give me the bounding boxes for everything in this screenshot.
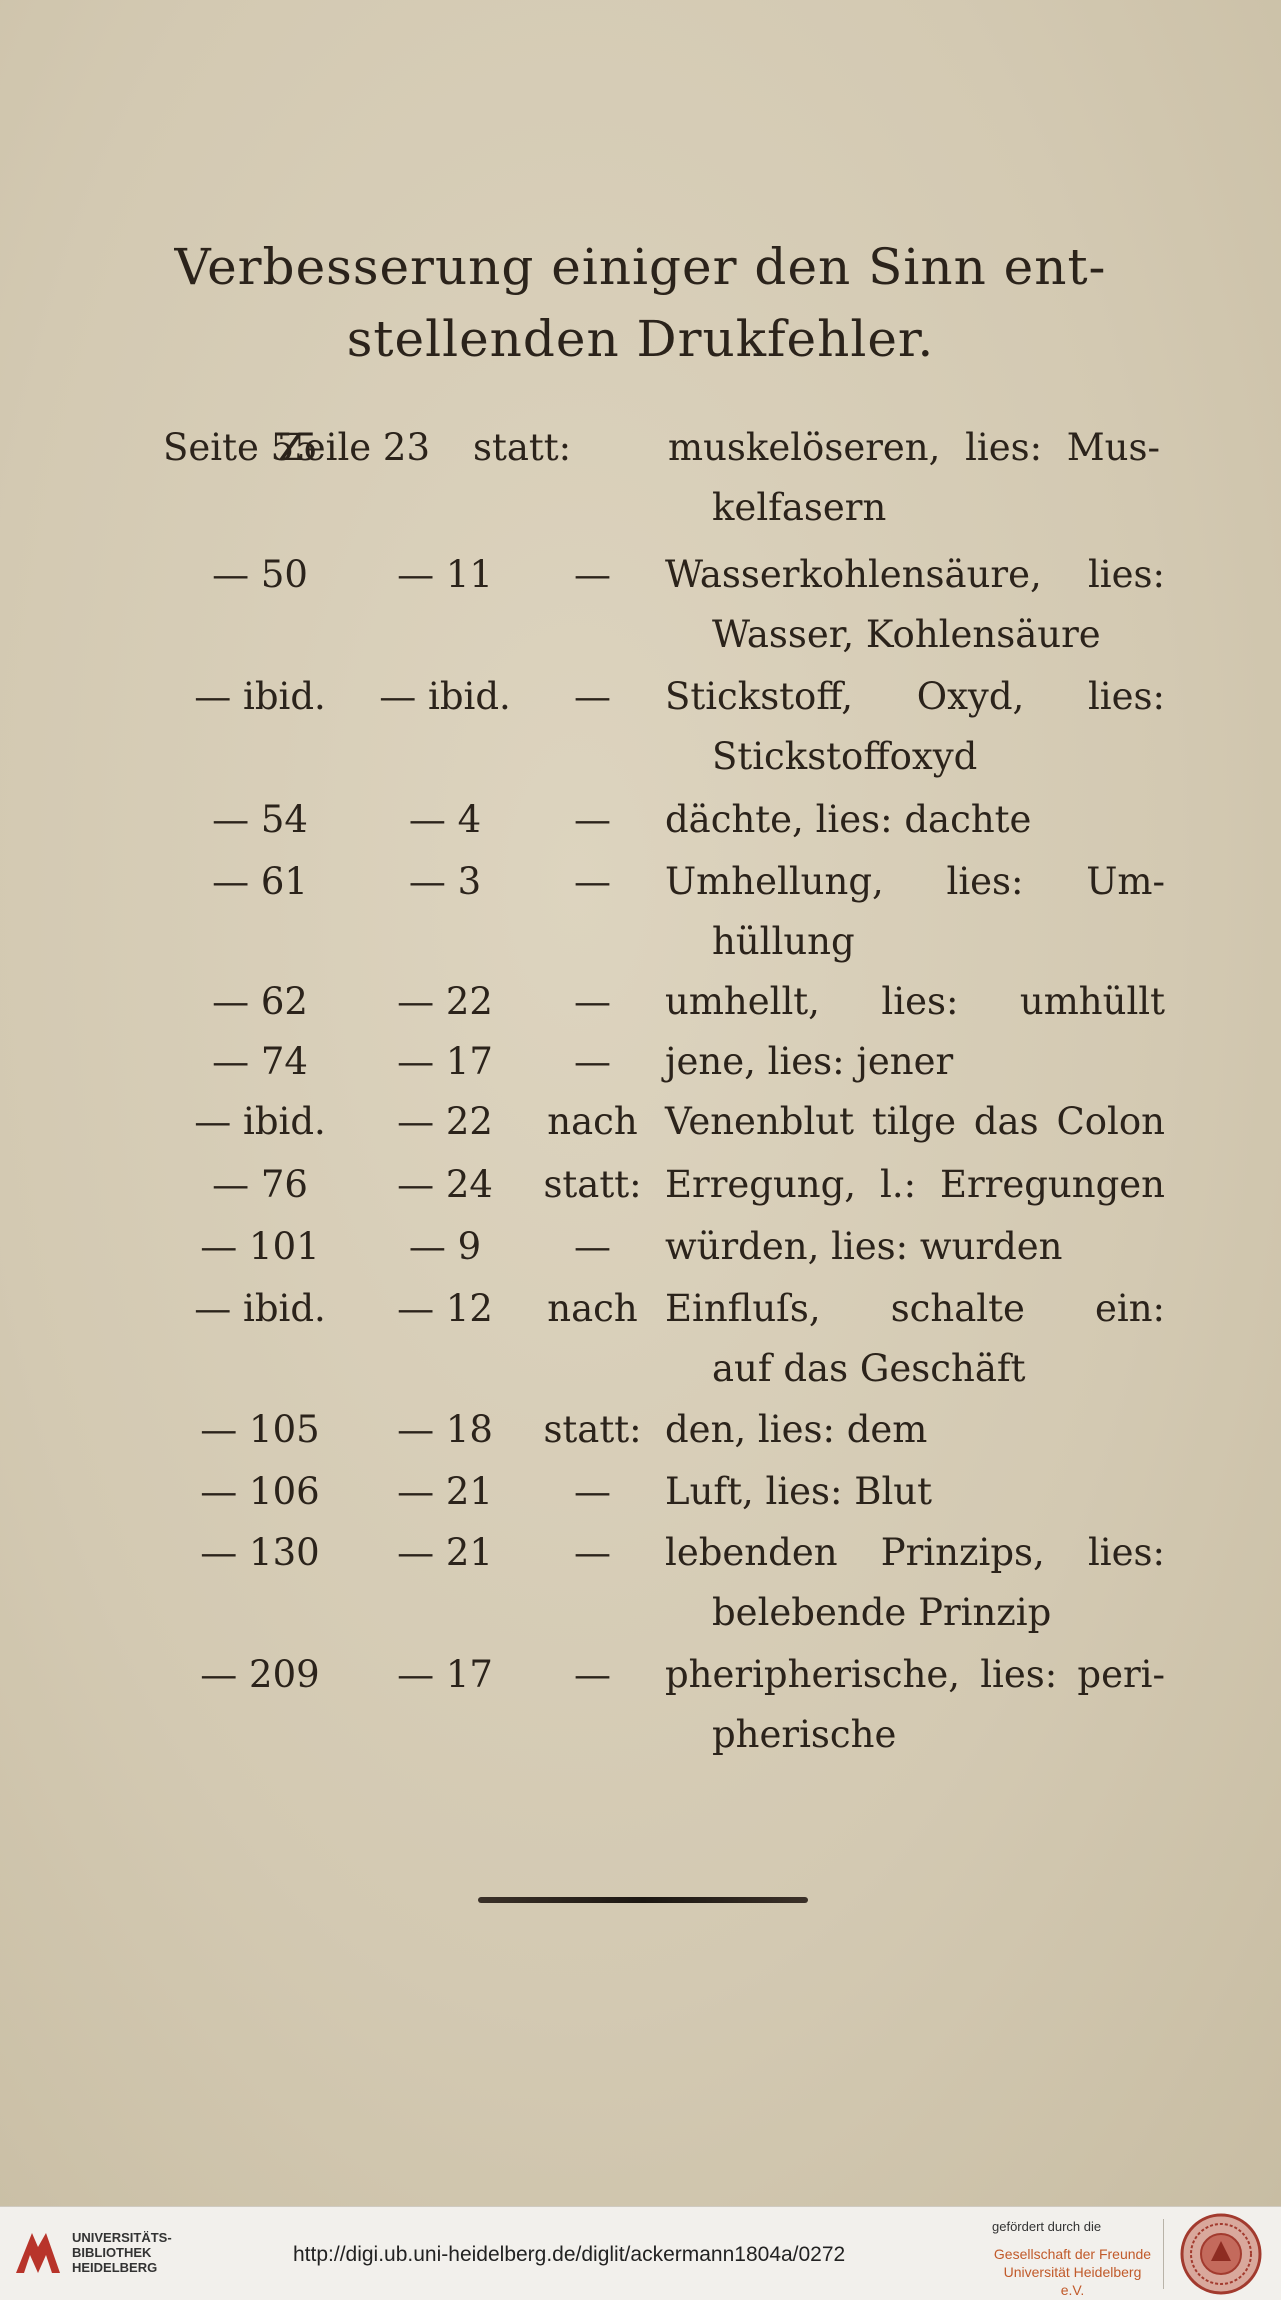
page-ref: — ibid. [194, 1287, 326, 1330]
separator: statt: [543, 1163, 642, 1206]
errata-text: Venenblut tilge das Colon [665, 1100, 1165, 1143]
separator: — [574, 553, 611, 596]
line-ref: — 18 [397, 1408, 493, 1451]
separator: — [574, 860, 611, 903]
line-ref: — 22 [397, 1100, 493, 1143]
page-ref: — 74 [212, 1040, 308, 1083]
errata-row [0, 1217, 1281, 1277]
line-ref: — 21 [397, 1470, 493, 1513]
line-ref: — 24 [397, 1163, 493, 1206]
closing-rule [478, 1897, 808, 1903]
errata-text: jene, lies: jener [665, 1040, 954, 1083]
separator: — [574, 1225, 611, 1268]
errata-text: Einfluſs, schalte ein: [665, 1287, 1165, 1330]
line-ref: — 9 [408, 1225, 482, 1268]
permalink-url[interactable]: http://digi.ub.uni-heidelberg.de/diglit/ackermann1804a/0272 [293, 2243, 846, 2266]
errata-continuation: Wasser, Kohlensäure [712, 613, 1101, 656]
errata-text: Umhellung, lies: Um- [665, 860, 1165, 903]
errata-row-continuation [0, 605, 1281, 665]
page-ref: — ibid. [194, 675, 326, 718]
errata-text: Erregung, l.: Erregungen [665, 1163, 1165, 1206]
errata-text: Luft, lies: Blut [665, 1470, 932, 1513]
errata-row [0, 790, 1281, 850]
separator: nach [547, 1287, 638, 1330]
errata-continuation: Stickstoffoxyd [712, 735, 978, 778]
errata-text: pheripherische, lies: peri- [665, 1653, 1165, 1696]
errata-text: dächte, lies: dachte [665, 798, 1032, 841]
line-ref: — 12 [397, 1287, 493, 1330]
errata-row-continuation [0, 1705, 1281, 1765]
page-ref: — 101 [200, 1225, 320, 1268]
errata-row [0, 1279, 1281, 1339]
page-ref: — 106 [200, 1470, 320, 1513]
separator: — [574, 1531, 611, 1574]
separator: — [574, 675, 611, 718]
page-ref: — 105 [200, 1408, 320, 1451]
errata-row-continuation [0, 1339, 1281, 1399]
line-ref: — 11 [397, 553, 493, 596]
separator: — [574, 1470, 611, 1513]
errata-row-continuation [0, 912, 1281, 972]
funded-by-label: gefördert durch die [992, 2219, 1102, 2234]
errata-row [0, 545, 1281, 605]
separator: — [574, 980, 611, 1023]
seite-label: Seite 55 [163, 426, 318, 469]
errata-continuation: belebende Prinzip [712, 1591, 1052, 1634]
errata-row [0, 667, 1281, 727]
errata-header-row [0, 418, 1281, 478]
society-name: Gesellschaft der Freunde Universität Heidelberg e.V. [993, 2246, 1152, 2298]
page-title-line-1: Verbesserung einiger den Sinn ent- [174, 238, 1107, 296]
line-ref: — 22 [397, 980, 493, 1023]
page-ref: — 62 [212, 980, 308, 1023]
line-ref: — 21 [397, 1531, 493, 1574]
ub-heidelberg-logo-icon [12, 2225, 64, 2283]
page-ref: — 50 [212, 553, 308, 596]
university-seal-icon [1180, 2213, 1262, 2295]
page-ref: — 61 [212, 860, 308, 903]
errata-continuation: pherische [712, 1713, 897, 1756]
separator: — [574, 1653, 611, 1696]
line-ref: — ibid. [379, 675, 511, 718]
errata-text: umhellt, lies: umhüllt [665, 980, 1165, 1023]
errata-row-continuation [0, 1583, 1281, 1643]
zeile-label: Zeile 23 [278, 426, 431, 469]
errata-text: muskelöseren, lies: Mus- [668, 426, 1160, 469]
page-ref: — 54 [212, 798, 308, 841]
errata-row-continuation [0, 727, 1281, 787]
errata-text: Wasserkohlensäure, lies: [665, 553, 1165, 596]
library-name: UNIVERSITÄTS- BIBLIOTHEK HEIDELBERG [72, 2230, 172, 2275]
errata-row [0, 972, 1281, 1032]
errata-row [0, 1645, 1281, 1705]
page-title-line-2: stellenden Drukfehler. [346, 310, 935, 368]
separator: — [574, 798, 611, 841]
errata-row [0, 1523, 1281, 1583]
separator: — [574, 1040, 611, 1083]
errata-row [0, 1092, 1281, 1152]
page-ref: — ibid. [194, 1100, 326, 1143]
errata-row [0, 852, 1281, 912]
line-ref: — 3 [408, 860, 482, 903]
errata-text: würden, lies: wurden [665, 1225, 1063, 1268]
errata-row [0, 1032, 1281, 1092]
errata-row [0, 1462, 1281, 1522]
footer-divider [1163, 2219, 1164, 2289]
errata-header-continuation [0, 478, 1281, 538]
line-ref: — 17 [397, 1653, 493, 1696]
line-ref: — 4 [408, 798, 482, 841]
errata-row [0, 1155, 1281, 1215]
errata-row [0, 1400, 1281, 1460]
errata-text: Stickstoff, Oxyd, lies: [665, 675, 1165, 718]
statt-label: statt: [473, 426, 572, 469]
separator: nach [547, 1100, 638, 1143]
page-ref: — 76 [212, 1163, 308, 1206]
errata-continuation: kelfasern [712, 486, 887, 529]
errata-continuation: auf das Geschäft [712, 1347, 1026, 1390]
errata-text: den, lies: dem [665, 1408, 928, 1451]
separator: statt: [543, 1408, 642, 1451]
errata-text: lebenden Prinzips, lies: [665, 1531, 1165, 1574]
errata-continuation: hüllung [712, 920, 855, 963]
footer-bar [0, 2206, 1281, 2300]
page-ref: — 130 [200, 1531, 320, 1574]
page-ref: — 209 [200, 1653, 320, 1696]
line-ref: — 17 [397, 1040, 493, 1083]
